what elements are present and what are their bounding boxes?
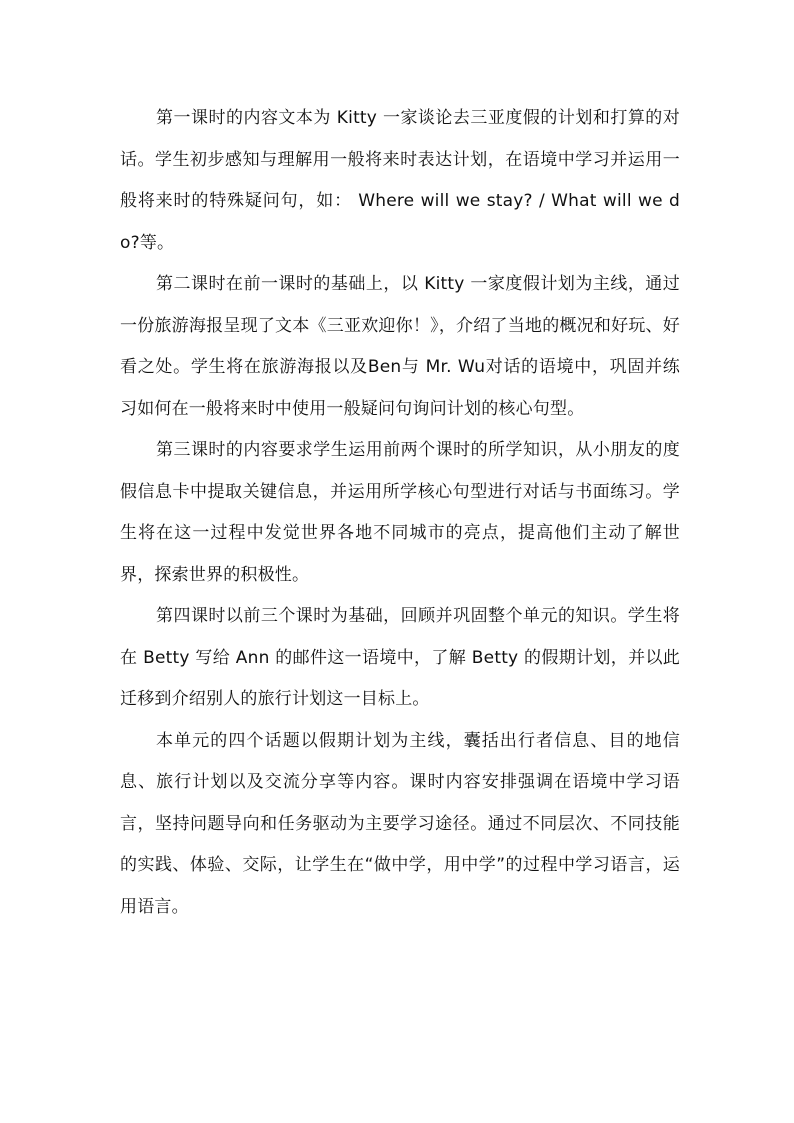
paragraph-lesson-2: 第二课时在前一课时的基础上，以 Kitty 一家度假计划为主线，通过一份旅游海报呈现了文本《三亚欢迎你！》，介绍了当地的概况和好玩、好看之处。学生将在旅游海报以及Ben与 Mr. Wu对话的语境中，巩固并练习如何在一般将来时中使用一般疑问句询问计划的核心句型。 [120,274,680,419]
paragraph-lesson-1: 第一课时的内容文本为 Kitty 一家谈论去三亚度假的计划和打算的对话。学生初步感知与理解用一般将来时表达计划，在语境中学习并运用一般将来时的特殊疑问句，如： Where will we stay? / What will we do?等。 [120,108,680,253]
paragraph-lesson-3: 第三课时的内容要求学生运用前两个课时的所学知识，从小朋友的度假信息卡中提取关键信息，并运用所学核心句型进行对话与书面练习。学生将在这一过程中发觉世界各地不同城市的亮点，提高他们主动了解世界，探索世界的积极性。 [120,440,680,585]
paragraph-lesson-4: 第四课时以前三个课时为基础，回顾并巩固整个单元的知识。学生将在 Betty 写给 Ann 的邮件这一语境中，了解 Betty 的假期计划，并以此迁移到介绍别人的旅行计划这一目标上。 [120,606,680,709]
document-body [120,98,680,928]
paragraph-unit-summary: 本单元的四个话题以假期计划为主线，囊括出行者信息、目的地信息、旅行计划以及交流分享等内容。课时内容安排强调在语境中学习语言，坚持问题导向和任务驱动为主要学习途径。通过不同层次、不同技能的实践、体验、交际，让学生在“做中学，用中学”的过程中学习语言，运用语言。 [120,730,680,917]
